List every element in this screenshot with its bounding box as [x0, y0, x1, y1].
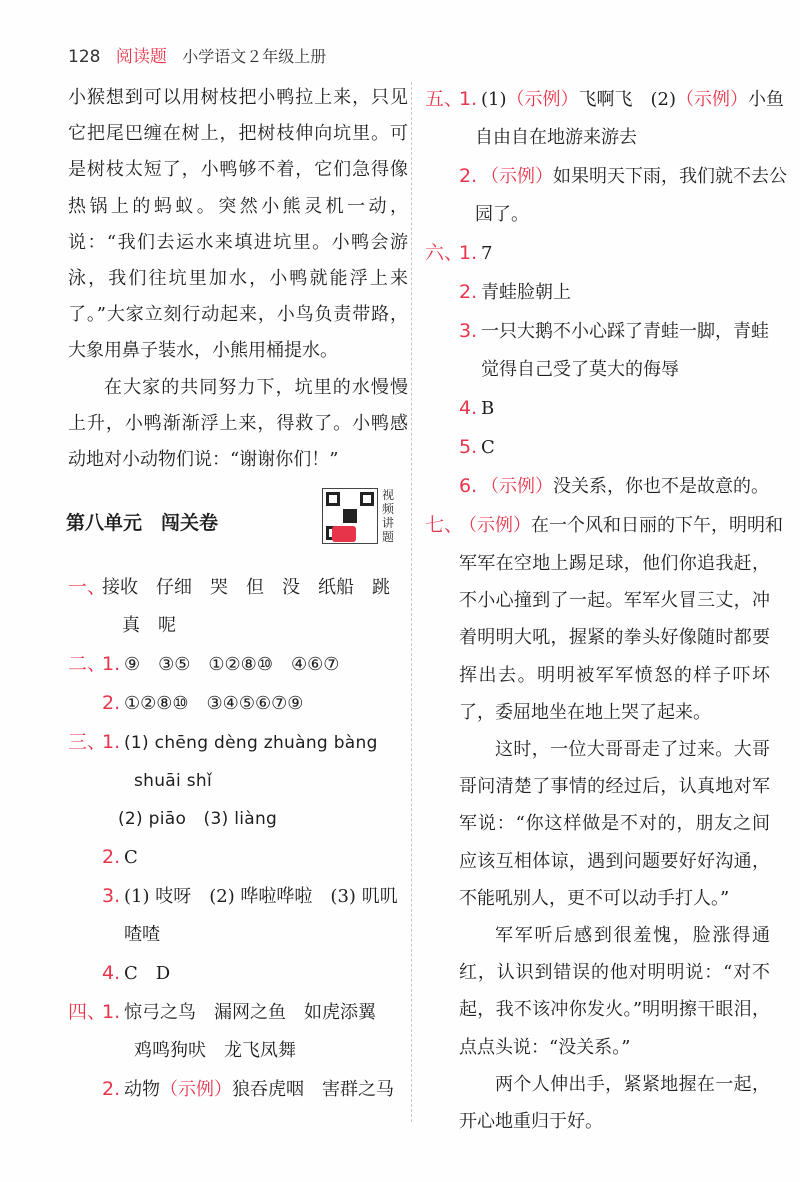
answer-s6-5: 5. C — [459, 436, 495, 458]
answer-s2-1: 二、1. ⑨ ③⑤ ①②⑧⑩ ④⑥⑦ — [68, 653, 340, 676]
page-number: 128 — [68, 47, 101, 67]
answer-s6-6: 6. （示例）没关系，你也不是故意的。 — [459, 475, 769, 497]
answer-s6-3b: 觉得自己受了莫大的侮辱 — [481, 359, 679, 380]
essay-paragraph-2: 这时，一位大哥哥走了过来。大哥哥问清楚了事情的经过后，认真地对军军说：“你这样做是不对的，朋友之间应该互相体谅，遇到问题要好好沟通，不能吼别人，更不可以动手打人。” — [459, 739, 770, 909]
answer-s4-1: 四、1. 惊弓之鸟 漏网之鱼 如虎添翼 — [68, 1001, 376, 1024]
story-paragraph-1: 小猴想到可以用树枝把小鸭拉上来，只见它把尾巴缠在树上，把树枝伸向坑里。可是树枝太短了，小鸭够不着，它们急得像热锅上的蚂蚁。突然小熊灵机一动，说：“我们去运水来填进坑里。小鸭会游泳，我们往坑里加水，小鸭就能浮上来了。”大家立刻行动起来，小鸟负责带路，大象用鼻子装水，小熊用桶提水。 — [68, 87, 408, 362]
answer-s6-4: 4. B — [459, 397, 495, 419]
answer-s3-3b: 喳喳 — [124, 924, 160, 946]
video-play-icon — [332, 526, 356, 542]
answer-s5-1b: 自由自在地游来游去 — [475, 127, 637, 148]
right-column — [425, 80, 787, 1140]
answer-s5-2b: 园了。 — [475, 204, 529, 225]
page-header — [68, 42, 326, 66]
book-title: 小学语文２年级上册 — [182, 47, 327, 66]
story-paragraph-2: 在大家的共同努力下，坑里的水慢慢上升，小鸭渐渐浮上来，得救了。小鸭感动地对小动物们说：“谢谢你们！” — [68, 376, 408, 471]
unit-title: 第八单元 闯关卷 — [66, 512, 219, 535]
section-tag: 阅读题 — [115, 47, 167, 67]
video-label: 视频讲题 — [382, 488, 395, 545]
answer-s1-cont: 真 呢 — [122, 615, 176, 637]
column-divider — [411, 82, 412, 1122]
answer-s3-1: 三、1. (1) chēng dèng zhuàng bàng — [68, 731, 378, 754]
answer-s4-1b: 鸡鸣狗吠 龙飞凤舞 — [134, 1040, 296, 1062]
answer-s6-2: 2. 青蛙脸朝上 — [459, 281, 571, 303]
answer-s1: 一、接收 仔细 哭 但 没 纸船 跳 — [68, 576, 390, 599]
answer-s2-2: 2. ①②⑧⑩ ③④⑤⑥⑦⑨ — [102, 692, 304, 715]
answer-s3-1c: (2) piāo (3) liàng — [118, 809, 278, 830]
unit-header — [68, 486, 408, 556]
essay-paragraph-4: 两个人伸出手，紧紧地握在一起，开心地重归于好。 — [459, 1073, 770, 1133]
essay-paragraph-1: 军军在空地上踢足球，他们你追我赶，不小心撞到了一起。军军火冒三丈，冲着明明大吼，握紧的拳头好像随时都要挥出去。明明被军军愤怒的样子吓坏了，委屈地坐在地上哭了起来。 — [459, 553, 770, 723]
answer-s6-1: 六、1. 7 — [425, 242, 493, 264]
essay-paragraph-3: 军军听后感到很羞愧，脸涨得通红，认识到错误的他对明明说：“对不起，我不该冲你发火。”明明擦干眼泪，点点头说：“没关系。” — [459, 925, 770, 1058]
answer-s5-1: 五、1. (1)（示例）飞啊飞 (2)（示例）小鱼 — [425, 88, 784, 110]
answer-s3-3: 3. (1) 吱呀 (2) 哗啦哗啦 (3) 叽叽 — [102, 885, 398, 908]
answer-s5-2: 2. （示例）如果明天下雨，我们就不去公 — [459, 165, 787, 187]
answer-s4-2: 2. 动物（示例）狼吞虎咽 害群之马 — [102, 1078, 394, 1101]
answer-s7-first: 七、（示例）在一个风和日丽的下午，明明和 — [425, 514, 783, 536]
answer-s3-4: 4. C D — [102, 962, 171, 985]
answer-s3-1b: shuāi shǐ — [134, 771, 213, 792]
left-column — [68, 80, 408, 1109]
answer-s3-2: 2. C — [102, 846, 138, 869]
answer-s6-3: 3. 一只大鹅不小心踩了青蛙一脚，青蛙 — [459, 320, 769, 342]
